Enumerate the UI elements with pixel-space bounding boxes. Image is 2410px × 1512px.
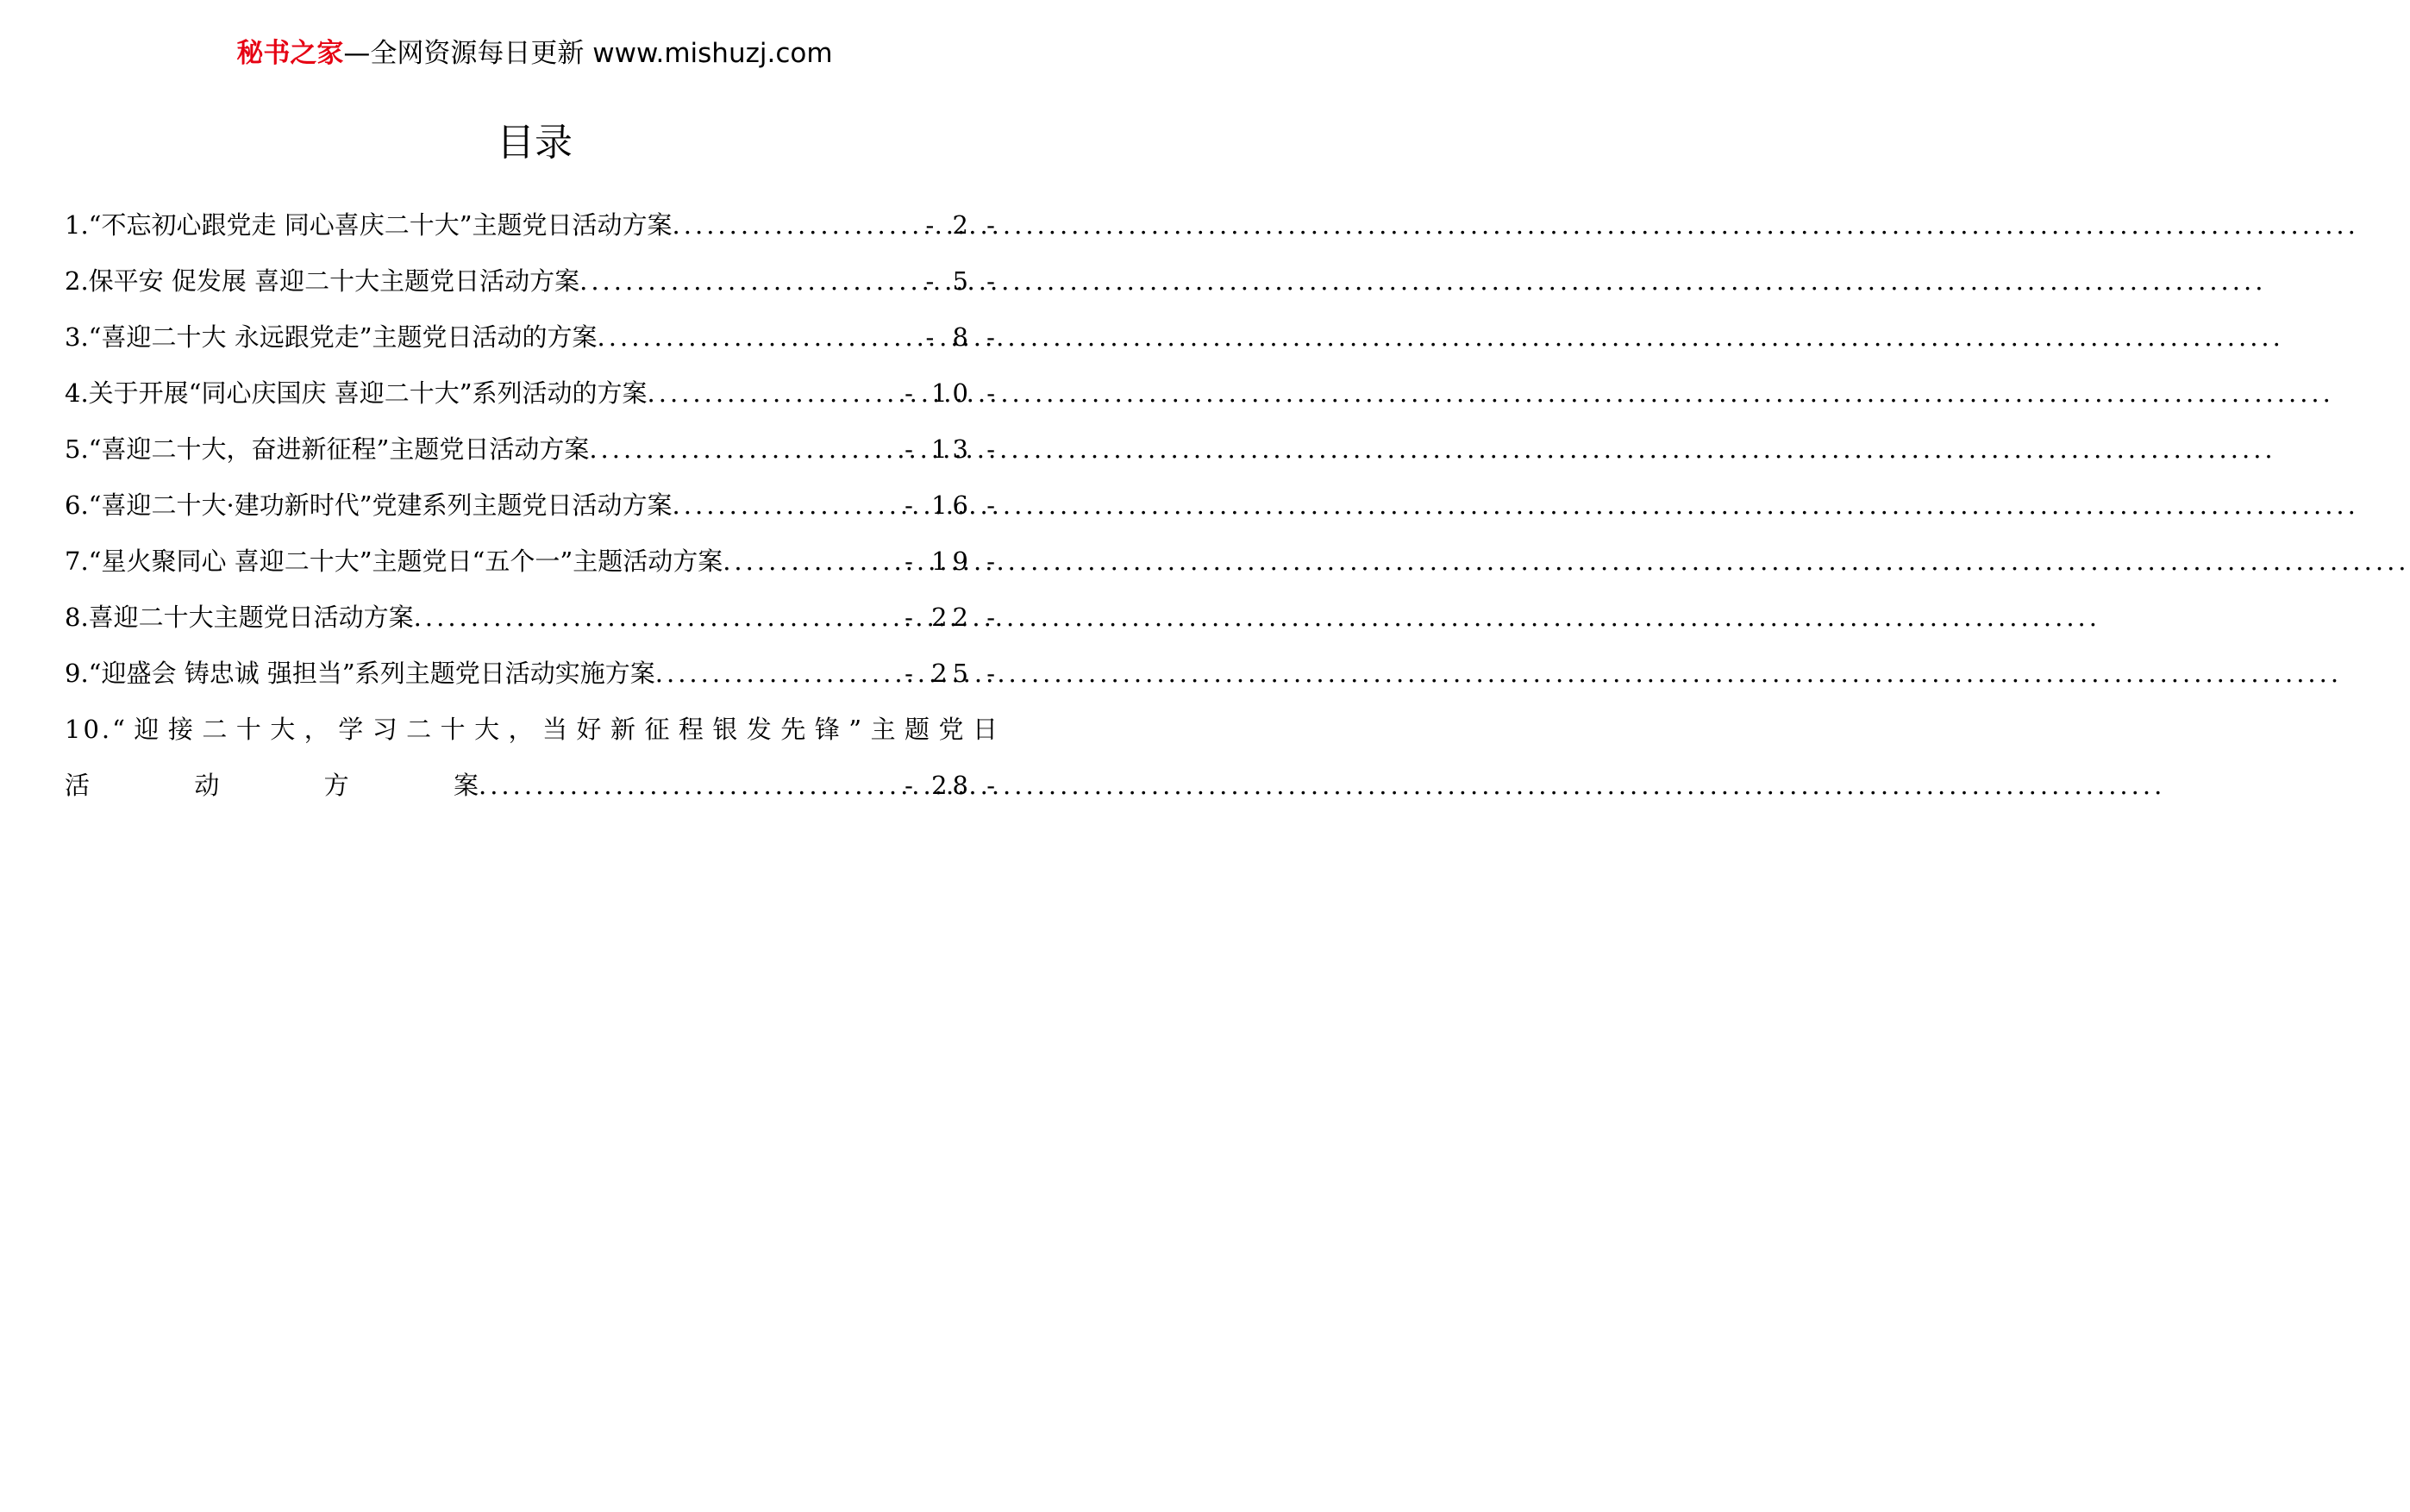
toc-entry-label: 6.“喜迎二十大·建功新时代”党建系列主题党日活动方案 (65, 490, 673, 520)
toc-entry-label: 9.“迎盛会 铸忠诚 强担当”系列主题党日活动实施方案 (65, 659, 655, 688)
toc-entry-page: - 28 - (905, 771, 1000, 800)
toc-entry-page: - 10 - (905, 378, 1000, 408)
toc-entry-label-line2 (65, 768, 479, 803)
toc-entry-char: 案 (453, 771, 479, 800)
toc-entry-page: - 5 - (925, 266, 1000, 296)
toc-leader-dots (479, 768, 898, 803)
toc-leader-dots (673, 208, 919, 242)
site-brand: 秘书之家 (236, 38, 344, 69)
toc-leader-dots (589, 432, 898, 466)
toc-entry-page: - 16 - (905, 490, 1000, 520)
toc-entry[interactable] (65, 544, 1000, 600)
toc-entry-label: 5.“喜迎二十大，奋进新征程”主题党日活动方案 (65, 434, 590, 464)
toc-entry-char: 动 (194, 771, 220, 800)
toc-entry[interactable] (65, 488, 1000, 544)
table-of-contents (65, 208, 1000, 824)
toc-leader-dots (414, 600, 898, 634)
site-header (0, 36, 1069, 71)
site-tagline: —全网资源每日更新 www.mishuzj.com (343, 38, 833, 69)
toc-entry-page: - 2 - (925, 210, 1000, 240)
toc-leader-dots (673, 488, 898, 522)
toc-entry-label: 7.“星火聚同心 喜迎二十大”主题党日“五个一”主题活动方案 (65, 547, 723, 576)
toc-entry-char: 方 (323, 771, 349, 800)
toc-leader-dots (648, 376, 898, 410)
toc-entry-label: 8.喜迎二十大主题党日活动方案 (65, 603, 414, 632)
toc-entry-char: 活 (65, 771, 91, 800)
toc-entry[interactable] (65, 320, 1000, 376)
toc-entry[interactable] (65, 600, 1000, 656)
toc-entry-page: - 8 - (925, 322, 1000, 352)
toc-entry-page: - 13 - (905, 434, 1000, 464)
toc-entry-label: 4.关于开展“同心庆国庆 喜迎二十大”系列活动的方案 (65, 378, 648, 408)
toc-entry-page: - 19 - (905, 547, 1000, 576)
toc-entry-line2 (65, 768, 1000, 824)
toc-entry[interactable] (65, 376, 1000, 432)
toc-entry-label: 3.“喜迎二十大 永远跟党走”主题党日活动的方案 (65, 322, 598, 352)
toc-leader-dots (579, 264, 918, 298)
toc-entry-label: 1.“不忘初心跟党走 同心喜庆二十大”主题党日活动方案 (65, 210, 673, 240)
toc-leader-dots (598, 320, 919, 354)
toc-entry-page: - 25 - (905, 659, 1000, 688)
toc-entry-label-line1: 10.“迎接二十大，学习二十大，当好新征程银发先锋”主题党日 (65, 715, 1000, 744)
toc-entry-label: 2.保平安 促发展 喜迎二十大主题党日活动方案 (65, 266, 580, 296)
toc-entry-multiline[interactable] (65, 712, 1000, 824)
toc-entry-page: - 22 - (905, 603, 1000, 632)
page-title: 目录 (497, 121, 573, 165)
toc-entry[interactable] (65, 656, 1000, 712)
toc-entry[interactable] (65, 208, 1000, 264)
toc-entry[interactable] (65, 264, 1000, 320)
toc-entry[interactable] (65, 432, 1000, 488)
toc-leader-dots (655, 656, 898, 690)
toc-leader-dots (723, 544, 898, 578)
